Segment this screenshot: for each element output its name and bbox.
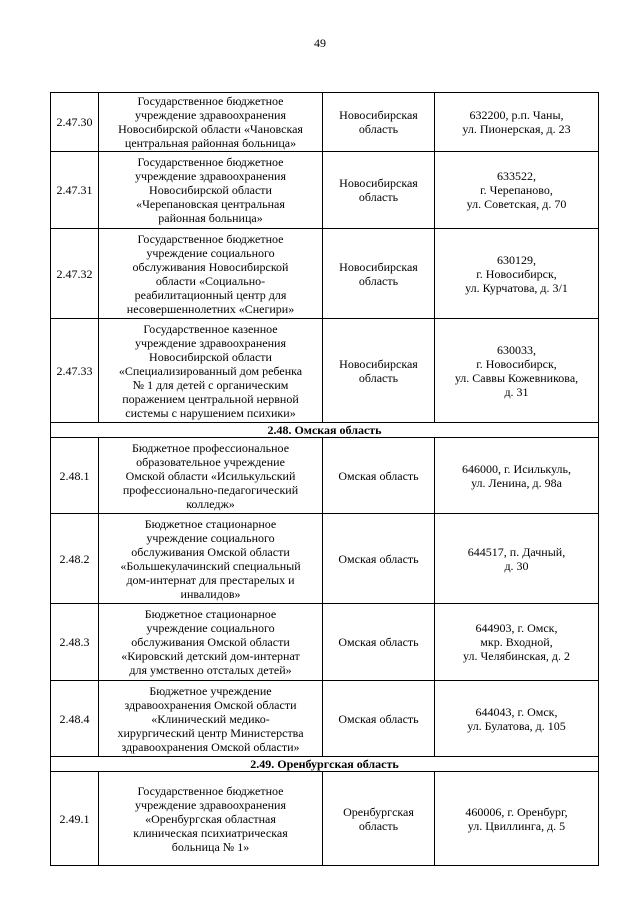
address: 630129, г. Новосибирск, ул. Курчатова, д. 3/1: [435, 229, 599, 319]
institution-name: Государственное бюджетное учреждение здравоохранения «Оренбургская областная клиническая психиатрическая больница № 1»: [99, 772, 323, 866]
table-row: [51, 681, 599, 757]
region: Омская область: [323, 681, 435, 757]
table-row: [51, 229, 599, 319]
address: 632200, р.п. Чаны, ул. Пионерская, д. 23: [435, 93, 599, 152]
address: 644517, п. Дачный, д. 30: [435, 514, 599, 604]
region: Новосибирская область: [323, 319, 435, 423]
table-row: [51, 772, 599, 866]
table-row: [51, 152, 599, 229]
region: Оренбургская область: [323, 772, 435, 866]
row-number: 2.48.2: [51, 514, 99, 604]
section-title: 2.49. Оренбургская область: [51, 757, 599, 772]
table-row: [51, 514, 599, 604]
region: Новосибирская область: [323, 93, 435, 152]
address: 633522, г. Черепаново, ул. Советская, д. 70: [435, 152, 599, 229]
institution-name: Бюджетное учреждение здравоохранения Омской области «Клинический медико- хирургический центр Министерства здравоохранения Омской области»: [99, 681, 323, 757]
institution-name: Государственное бюджетное учреждение здравоохранения Новосибирской области «Чановская центральная районная больница»: [99, 93, 323, 152]
row-number: 2.47.33: [51, 319, 99, 423]
table-row: [51, 604, 599, 681]
table-row: [51, 438, 599, 514]
region: Омская область: [323, 514, 435, 604]
section-heading-row: [51, 757, 599, 772]
address: 644903, г. Омск, мкр. Входной, ул. Челябинская, д. 2: [435, 604, 599, 681]
address: 646000, г. Исилькуль, ул. Ленина, д. 98а: [435, 438, 599, 514]
row-number: 2.47.31: [51, 152, 99, 229]
table-row: [51, 93, 599, 152]
institution-name: Государственное бюджетное учреждение здравоохранения Новосибирской области «Черепановская центральная районная больница»: [99, 152, 323, 229]
address: 630033, г. Новосибирск, ул. Саввы Кожевникова, д. 31: [435, 319, 599, 423]
row-number: 2.47.32: [51, 229, 99, 319]
row-number: 2.48.3: [51, 604, 99, 681]
institution-name: Государственное бюджетное учреждение социального обслуживания Новосибирской области «Социально- реабилитационный центр для несовершеннолетних «Снегири»: [99, 229, 323, 319]
institution-name: Бюджетное стационарное учреждение социального обслуживания Омской области «Большекулачинский специальный дом-интернат для престарелых и инвалидов»: [99, 514, 323, 604]
section-heading-row: [51, 423, 599, 438]
address: 644043, г. Омск, ул. Булатова, д. 105: [435, 681, 599, 757]
region: Новосибирская область: [323, 229, 435, 319]
institution-name: Бюджетное стационарное учреждение социального обслуживания Омской области «Кировский детский дом-интернат для умственно отсталых детей»: [99, 604, 323, 681]
row-number: 2.49.1: [51, 772, 99, 866]
table-row: [51, 319, 599, 423]
region: Новосибирская область: [323, 152, 435, 229]
table-body: [51, 93, 599, 866]
institutions-table: [50, 92, 599, 866]
institution-name: Государственное казенное учреждение здравоохранения Новосибирской области «Специализированный дом ребенка № 1 для детей с органическим поражением центральной нервной системы с нарушением психики»: [99, 319, 323, 423]
address: 460006, г. Оренбург, ул. Цвиллинга, д. 5: [435, 772, 599, 866]
row-number: 2.48.1: [51, 438, 99, 514]
region: Омская область: [323, 438, 435, 514]
row-number: 2.48.4: [51, 681, 99, 757]
row-number: 2.47.30: [51, 93, 99, 152]
institution-name: Бюджетное профессиональное образовательное учреждение Омской области «Исилькульский профессионально-педагогический колледж»: [99, 438, 323, 514]
section-title: 2.48. Омская область: [51, 423, 599, 438]
region: Омская область: [323, 604, 435, 681]
page-number: 49: [314, 36, 326, 50]
